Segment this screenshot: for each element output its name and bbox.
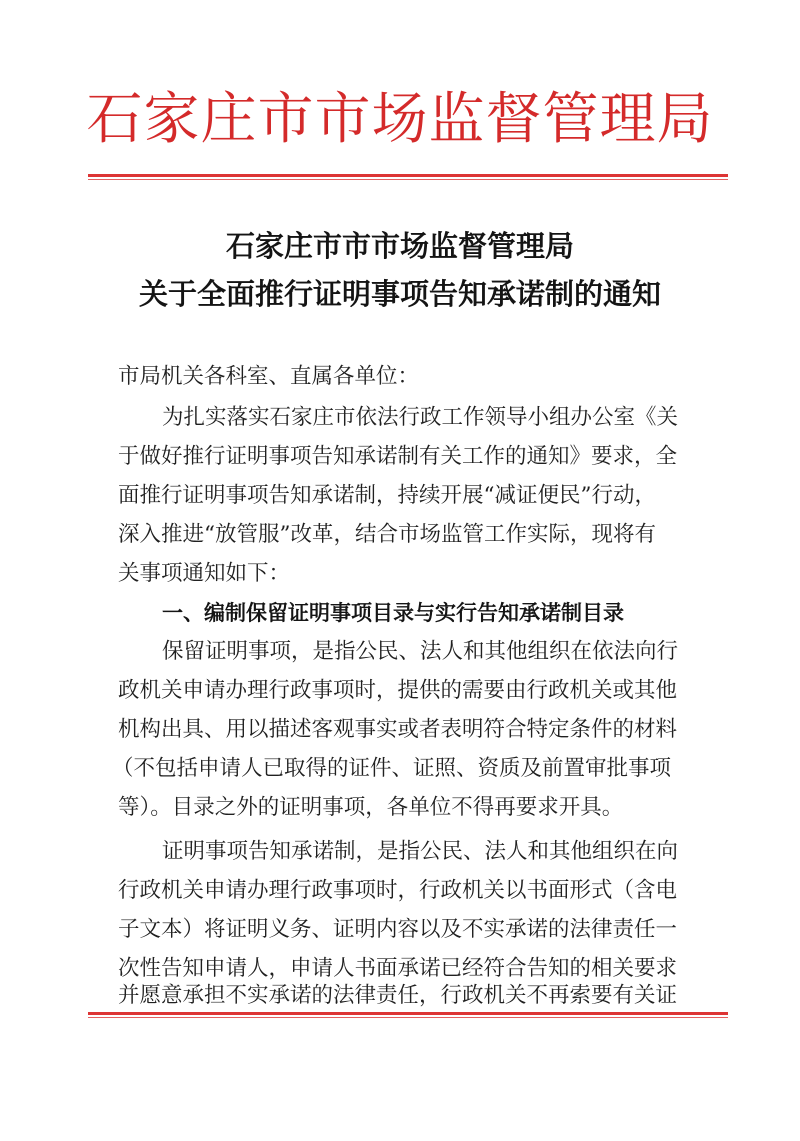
notice-title-line-1: 石家庄市市市场监督管理局: [225, 229, 574, 263]
intro-line: 关事项通知如下：: [118, 561, 291, 586]
letterhead-top-rule: [88, 174, 728, 177]
section-1-paragraph-1-line: 等）。目录之外的证明事项，各单位不得再要求开具。: [118, 795, 624, 820]
intro-line: 深入推进“放管服”改革，结合市场监管工作实际，现将有: [118, 522, 656, 547]
footer-rule: [88, 1012, 728, 1015]
letterhead-top-rule-thin: [88, 179, 728, 180]
section-1-paragraph-1-line: 机构出具、用以描述客观事实或者表明符合特定条件的材料: [118, 717, 678, 742]
salutation: 市局机关各科室、直属各单位：: [118, 364, 420, 389]
intro-line: 面推行证明事项告知承诺制，持续开展“减证便民”行动，: [118, 483, 656, 508]
intro-line: 为扎实落实石家庄市依法行政工作领导小组办公室《关: [162, 405, 679, 430]
agency-letterhead-title: 石家庄市市场监督管理局: [86, 87, 714, 152]
notice-title-line-2: 关于全面推行证明事项告知承诺制的通知: [138, 277, 661, 311]
section-1-paragraph-2-line: 并愿意承担不实承诺的法律责任，行政机关不再索要有关证: [118, 983, 678, 1008]
intro-line: 于做好推行证明事项告知承诺制有关工作的通知》要求，全: [118, 444, 678, 469]
section-1-paragraph-1-line: 政机关申请办理行政事项时，提供的需要由行政机关或其他: [118, 678, 678, 703]
section-1-paragraph-2-line: 证明事项告知承诺制，是指公民、法人和其他组织在向: [162, 839, 679, 864]
section-1-paragraph-1-line: （不包括申请人已取得的证件、证照、资质及前置审批事项: [112, 756, 672, 781]
section-1-heading: 一、编制保留证明事项目录与实行告知承诺制目录: [162, 601, 624, 625]
section-1-paragraph-2-line: 次性告知申请人，申请人书面承诺已经符合告知的相关要求: [118, 956, 678, 981]
section-1-paragraph-2-line: 子文本）将证明义务、证明内容以及不实承诺的法律责任一: [118, 917, 678, 942]
section-1-paragraph-1-line: 保留证明事项，是指公民、法人和其他组织在依法向行: [162, 639, 679, 664]
section-1-paragraph-2-line: 行政机关申请办理行政事项时，行政机关以书面形式（含电: [118, 878, 678, 903]
footer-rule-thin: [88, 1017, 728, 1018]
